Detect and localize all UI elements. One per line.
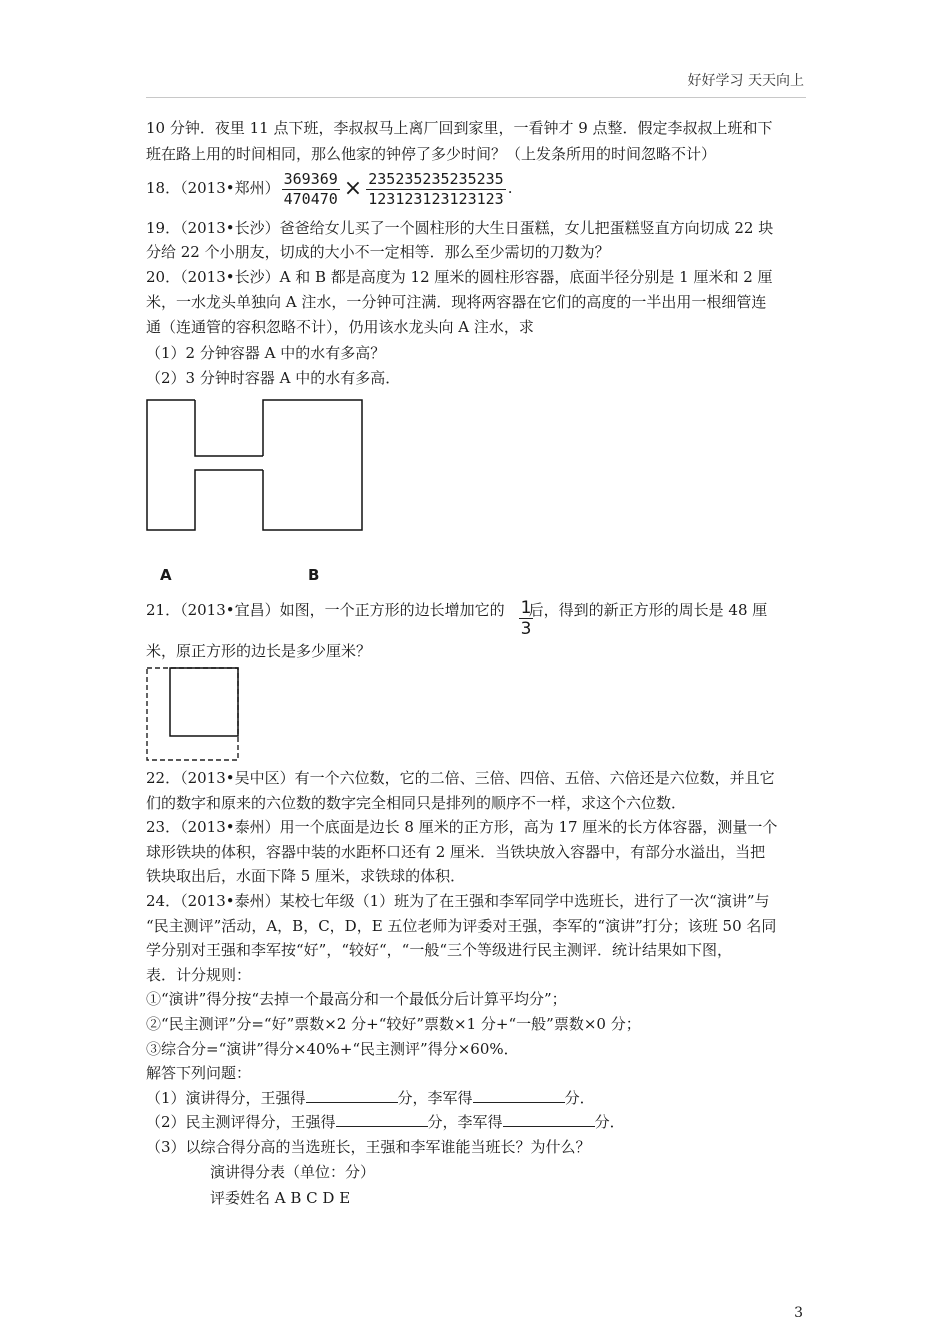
p18-prefix: 18．（2013•郑州） [146,179,280,197]
p24-answer-intro: 解答下列问题： [146,1064,252,1082]
p20-line3: 通（连通管的容积忽略不计），仍用该水龙头向 A 注水，求 [146,318,534,336]
problem-18 [146,168,512,209]
p23-line3: 铁块取出后，水面下降 5 厘米，求铁球的体积． [146,867,466,885]
p20-line2: 米，一水龙头单独向 A 注水，一分钟可注满．现将两容器在它们的高度的一半出用一根细管连 [146,293,767,311]
p24-table-title: 演讲得分表（单位：分） [210,1163,376,1181]
p21-frac-numerator: 1 [520,598,532,618]
p21-line1-pre: 21．（2013•宜昌）如图，一个正方形的边长增加它的 [146,601,505,619]
p24-rule2: ②“民主测评”分=“好”票数×2 分+“较好”票数×1 分+“一般”票数×0 分； [146,1015,641,1033]
p24-q1-blank-lijun[interactable] [473,1087,565,1103]
p24-line2: “民主测评”活动，A，B，C，D，E 五位老师为评委对王强，李军的“演讲”打分；该班 50 名同 [146,917,777,935]
p18-frac2-numerator: 235235235235235 [368,169,504,188]
p24-q2-blank-lijun[interactable] [503,1111,595,1127]
p18-fraction-1 [282,170,340,209]
p24-q2-part-a: （2）民主测评得分，王强得 [146,1113,336,1131]
p24-q2-part-c: 分． [594,1113,625,1131]
p21-line1-post: 后，得到的新正方形的周长是 48 厘 [528,601,768,619]
p21-line2: 米，原正方形的边长是多少厘米？ [146,642,372,660]
header-rule [146,97,806,98]
p24-q2-blank-wangqiang[interactable] [336,1111,428,1127]
enlarged-square-dashed [147,668,238,760]
p18-suffix: . [507,179,513,197]
p18-frac2-denominator: 123123123123123 [368,189,504,208]
p24-rule1: ①“演讲”得分按“去掉一个最高分和一个最低分后计算平均分”； [146,990,567,1008]
p24-table-header: 评委姓名 A B C D E [210,1189,351,1207]
p24-q1-part-a: （1）演讲得分，王强得 [146,1089,306,1107]
squares-figure [144,664,244,764]
container-a-label: A [160,566,172,584]
page-number: 3 [794,1305,803,1321]
connected-containers-figure [140,394,370,539]
p20-q2: （2）3 分钟时容器 A 中的水有多高． [146,369,401,387]
p18-times-sign: × [343,176,363,201]
p24-q1-blank-wangqiang[interactable] [306,1087,398,1103]
p19-line1: 19．（2013•长沙）爸爸给女儿买了一个圆柱形的大生日蛋糕，女儿把蛋糕竖直方向切成 22 块 [146,219,774,237]
container-b-label: B [308,566,320,584]
p21-fraction [517,598,535,639]
p24-q2 [146,1111,625,1133]
p24-q1 [146,1087,595,1109]
p24-q1-part-b: 分，李军得 [397,1089,473,1107]
p18-frac1-numerator: 369369 [283,169,338,188]
p20-q1: （1）2 分钟容器 A 中的水有多高？ [146,344,386,362]
p21-line1 [146,599,767,621]
p17-line1: 10 分钟．夜里 11 点下班，李叔叔马上离厂回到家里，一看钟才 9 点整．假定李叔叔上班和下 [146,119,773,137]
p23-line1: 23．（2013•泰州）用一个底面是边长 8 厘米的正方形，高为 17 厘米的长方体容器，测量一个 [146,818,778,836]
p24-rule3: ③综合分=“演讲”得分×40%+“民主测评”得分×60%． [146,1040,519,1058]
p24-line1: 24．（2013•泰州）某校七年级（1）班为了在王强和李军同学中选班长，进行了一次“演讲”与 [146,892,770,910]
p24-q3: （3）以综合得分高的当选班长，王强和李军谁能当班长？为什么？ [146,1138,591,1156]
p18-fraction-2 [366,170,505,209]
p18-frac1-denominator: 470470 [283,189,338,208]
p23-line2: 球形铁块的体积，容器中装的水距杯口还有 2 厘米．当铁块放入容器中，有部分水溢出，当把 [146,843,766,861]
p24-line4: 表．计分规则： [146,966,252,984]
p24-q1-part-c: 分． [564,1089,595,1107]
container-a-outline [147,400,263,530]
container-a-upper [195,400,263,456]
p24-q2-part-b: 分，李军得 [427,1113,503,1131]
p24-line3: 学分别对王强和李军按“好”，“较好“，“一般“三个等级进行民主测评．统计结果如下图， [146,941,733,959]
p17-line2: 班在路上用的时间相同，那么他家的钟停了多少时间？（上发条所用的时间忽略不计） [146,145,717,163]
p21-frac-denominator: 3 [520,619,532,639]
p20-line1: 20．（2013•长沙）A 和 B 都是高度为 12 厘米的圆柱形容器，底面半径分别是 1 厘米和 2 厘 [146,268,773,286]
p19-line2: 分给 22 个小朋友，切成的大小不一定相等．那么至少需切的刀数为？ [146,243,610,261]
p22-line1: 22．（2013•吴中区）有一个六位数，它的二倍、三倍、四倍、五倍、六倍还是六位数，并且它 [146,769,775,787]
container-b-outline [263,400,362,530]
page-header: 好好学习 天天向上 [687,73,804,89]
original-square [170,668,238,736]
p22-line2: 们的数字和原来的六位数的数字完全相同只是排列的顺序不一样，求这个六位数． [146,794,687,812]
